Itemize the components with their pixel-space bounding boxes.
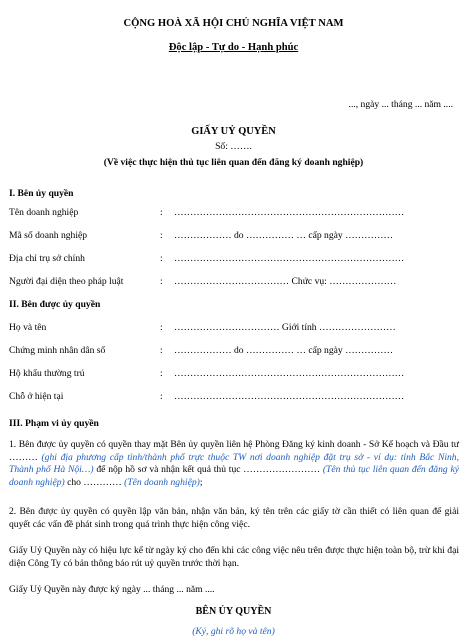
section-2-heading: II. Bên được ủy quyền bbox=[9, 299, 101, 310]
document-title: GIẤY UỶ QUYỀN bbox=[191, 126, 276, 137]
field-company-name: Tên doanh nghiệp : ……………………………………………………………… bbox=[9, 207, 405, 218]
field-enterprise-code: Mã số doanh nghiệp : ……………… do …………… … cấp ngày …………… bbox=[9, 230, 394, 241]
field-full-name: Họ và tên : …………………………… Giới tính …………………… bbox=[9, 322, 396, 333]
document-number: Số: ……. bbox=[215, 141, 252, 152]
field-current-address: Chỗ ở hiện tại : ……………………………………………………………… bbox=[9, 391, 405, 402]
signature-hint: (Ký, ghi rõ họ và tên) bbox=[192, 626, 275, 637]
validity-paragraph: Giấy Uỷ Quyền này có hiệu lực kể từ ngày ký cho đến khi các công việc nêu trên được thực hiện toàn bộ, trừ khi đại diện Công Ty có bản thông báo rút uỷ quyền trước thời hạn. bbox=[9, 545, 459, 569]
scope-paragraph-2: 2. Bên được ủy quyền có quyền lập văn bản, nhận văn bản, ký tên trên các giấy tờ cần thiết có liên quan để giải quyết các vấn đề phát sinh trong quá trình thực hiện công việc. bbox=[9, 506, 459, 530]
field-legal-representative: Người đại diện theo pháp luật : ……………………………… Chức vụ: ………………… bbox=[9, 276, 397, 287]
country-name: CỘNG HOÀ XÃ HỘI CHỦ NGHĨA VIỆT NAM bbox=[123, 18, 344, 29]
field-head-office-address: Địa chỉ trụ sở chính : ……………………………………………………………… bbox=[9, 253, 405, 264]
scope-paragraph-1: 1. Bên được ủy quyền có quyền thay mặt Bên ủy quyền liên hệ Phòng Đăng ký kinh doanh - Sở Kế hoạch và Đầu tư ……… (ghi địa phương cấp tỉnh/thành phố trực thuộc TW nơi doanh nghiệp đặt trụ sở - ví dụ: tỉnh Bắc Ninh, Thành phố Hà Nội…) để nộp hồ sơ và nhận kết quả thủ tục …………………… (Tên thủ tục liên quan đến đăng ký doanh nghiệp) cho ………… (Tên doanh nghiệp); bbox=[9, 439, 460, 488]
signature-title: BÊN ỦY QUYỀN bbox=[195, 606, 272, 617]
field-permanent-residence: Hộ khẩu thường trú : ……………………………………………………………… bbox=[9, 368, 405, 379]
national-motto: Độc lập - Tự do - Hạnh phúc bbox=[168, 42, 299, 53]
province-hint: (ghi địa phương cấp tỉnh/thành phố trực thuộc TW nơi doanh nghiệp đặt trụ sở - ví dụ: tỉnh Bắc Ninh, Thành phố Hà Nội…) bbox=[9, 451, 459, 476]
field-id-card-number: Chứng minh nhân dân số : ……………… do …………… … cấp ngày …………… bbox=[9, 345, 394, 356]
document-subtitle: (Về việc thực hiện thủ tục liên quan đến đăng ký doanh nghiệp) bbox=[103, 157, 364, 168]
section-3-heading: III. Phạm vi ủy quyền bbox=[9, 418, 99, 429]
date-line: ..., ngày ... tháng ... năm .... bbox=[348, 99, 453, 110]
signing-date-paragraph: Giấy Uỷ Quyền này được ký ngày ... tháng ... năm .... bbox=[9, 584, 215, 595]
section-1-heading: I. Bên ủy quyền bbox=[9, 188, 74, 199]
procedure-hint: (Tên thủ tục liên quan đến đăng ký doanh nghiệp) bbox=[9, 464, 460, 488]
company-name-hint: (Tên doanh nghiệp) bbox=[124, 476, 200, 488]
